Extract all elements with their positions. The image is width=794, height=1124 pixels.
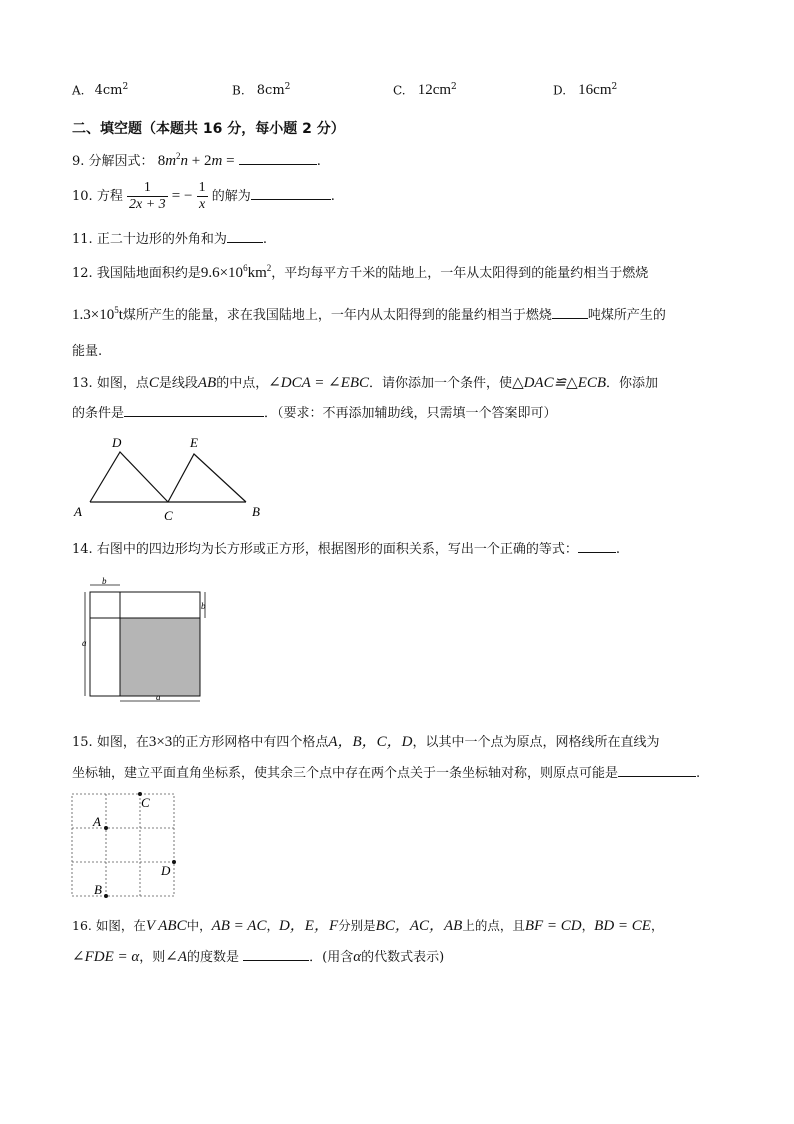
section-title: 二、填空题（本题共 16 分，每小题 2 分）: [72, 121, 345, 137]
answer-blank[interactable]: [227, 228, 263, 243]
dotted-grid: [72, 794, 174, 896]
question-text: 吨煤所产生的: [587, 308, 666, 323]
label-d: D: [161, 863, 171, 878]
question-number: 9.: [72, 154, 85, 169]
question-text: 右图中的四边形均为长方形或正方形，根据图形的面积关系，写出一个正确的等式：: [96, 542, 578, 557]
option-exp: 2: [611, 82, 618, 92]
question-12-line-1: [72, 262, 648, 282]
point-d: [172, 860, 176, 864]
question-15-line-1: 15. 如图，在3×3的正方形网格中有四个格点A，B，C，D，以其中一个点为原点，网格线所在直线为: [72, 734, 660, 750]
question-14: 14. 右图中的四边形均为长方形或正方形，根据图形的面积关系，写出一个正确的等式： .: [72, 538, 620, 557]
triangle-dac: [90, 452, 168, 502]
question-13-line-2: 的条件是 ．（要求：不再添加辅助线，只需填一个答案即可）: [72, 402, 557, 421]
question-text: 方程: [96, 189, 123, 204]
label-a: A: [74, 504, 82, 519]
point-b: [104, 894, 108, 898]
question-number: 11.: [72, 232, 93, 247]
question-text: 分解因式：: [88, 154, 154, 169]
question-text: 的解为: [211, 189, 251, 204]
q15-figure: [68, 790, 180, 902]
answer-blank[interactable]: [251, 185, 331, 200]
option-letter: A.: [72, 83, 85, 98]
q14-figure: [78, 576, 218, 706]
option-value: 12cm: [417, 82, 452, 99]
point-a: [104, 826, 108, 830]
label-b-top: b: [102, 576, 107, 586]
question-12-line-3: 能量.: [72, 344, 103, 359]
label-b: B: [252, 504, 260, 519]
option-letter: D.: [553, 83, 567, 98]
option-exp: 2: [284, 82, 291, 92]
label-d: D: [112, 435, 122, 450]
question-9: 9. 分解因式： $8m^2n + 2m$ = .: [72, 151, 321, 169]
label-c: C: [141, 795, 150, 810]
option-value: 16cm: [578, 82, 612, 99]
answer-blank[interactable]: [239, 150, 317, 165]
option-value: 4cm: [94, 83, 123, 99]
option-value: 8cm: [256, 83, 285, 99]
option-letter: B.: [232, 83, 245, 98]
question-text: 煤所产生的能量，求在我国陆地上，一年内从太阳得到的能量约相当于燃烧: [122, 308, 552, 323]
question-number: 13.: [72, 376, 93, 391]
q13-figure: [70, 430, 270, 522]
question-12-line-2: [72, 304, 666, 324]
question-text: 正二十边形的外角和为: [96, 232, 227, 247]
label-a-left: a: [82, 638, 87, 648]
option-letter: C.: [393, 83, 406, 98]
question-16-line-1: 16. 如图，在V ABC中，AB = AC，D，E，F分别是BC，AC，AB上的点，且BF = CD，BD = CE，: [72, 918, 664, 934]
shaded-square: [120, 618, 200, 696]
label-b-right: b: [201, 601, 206, 611]
question-number: 15.: [72, 735, 93, 750]
area-value: $9.6\times 10^6km^2$: [200, 263, 272, 281]
question-10: 10. 方程 $\frac{1}{2x + 3}$ = − $\frac{1}{x}$ 的解为 .: [72, 180, 335, 212]
answer-blank[interactable]: [124, 402, 264, 417]
option-exp: 2: [122, 82, 129, 92]
label-b: B: [94, 882, 102, 897]
coal-value: $1.3\times 10^5t$: [72, 305, 123, 323]
option-b: [232, 82, 290, 98]
question-text: 我国陆地面积约是: [96, 266, 201, 281]
answer-blank[interactable]: [618, 762, 696, 777]
option-exp: 2: [451, 82, 457, 92]
question-number: 16.: [72, 918, 92, 933]
answer-blank[interactable]: [243, 946, 309, 961]
option-d: [553, 82, 617, 99]
question-number: 10.: [72, 189, 93, 204]
triangle-ecb: [168, 454, 246, 502]
label-c: C: [164, 508, 173, 522]
label-a: A: [93, 814, 101, 829]
question-number: 14.: [72, 542, 93, 557]
option-c: [393, 82, 457, 99]
label-a-bottom: a: [156, 692, 161, 702]
math-expression: $8m^2n + 2m$ =: [157, 151, 235, 169]
question-number: 12.: [72, 266, 93, 281]
fraction-left: $\frac{1}{2x + 3}$: [128, 180, 166, 212]
equals-sign: = −: [171, 188, 193, 204]
label-e: E: [190, 435, 198, 450]
question-13-line-1: 13. 如图，点C是线段AB的中点，∠DCA = ∠EBC．请你添加一个条件，使△DAC≌△ECB．你添加: [72, 375, 659, 391]
answer-blank[interactable]: [552, 304, 588, 319]
question-text: ，平均每平方千米的陆地上，一年从太阳得到的能量约相当于燃烧: [271, 266, 649, 281]
question-15-line-2: 坐标轴，建立平面直角坐标系，使其余三个点中存在两个点关于一条坐标轴对称，则原点可能是 .: [72, 762, 700, 781]
answer-blank[interactable]: [578, 538, 616, 553]
question-11: 11. 正二十边形的外角和为 .: [72, 228, 267, 247]
option-a: [72, 82, 128, 98]
question-16-line-2: ∠FDE = α，则∠A的度数是 ．(用含α的代数式表示): [72, 946, 444, 966]
fraction-right: $\frac{1}{x}$: [198, 180, 206, 212]
